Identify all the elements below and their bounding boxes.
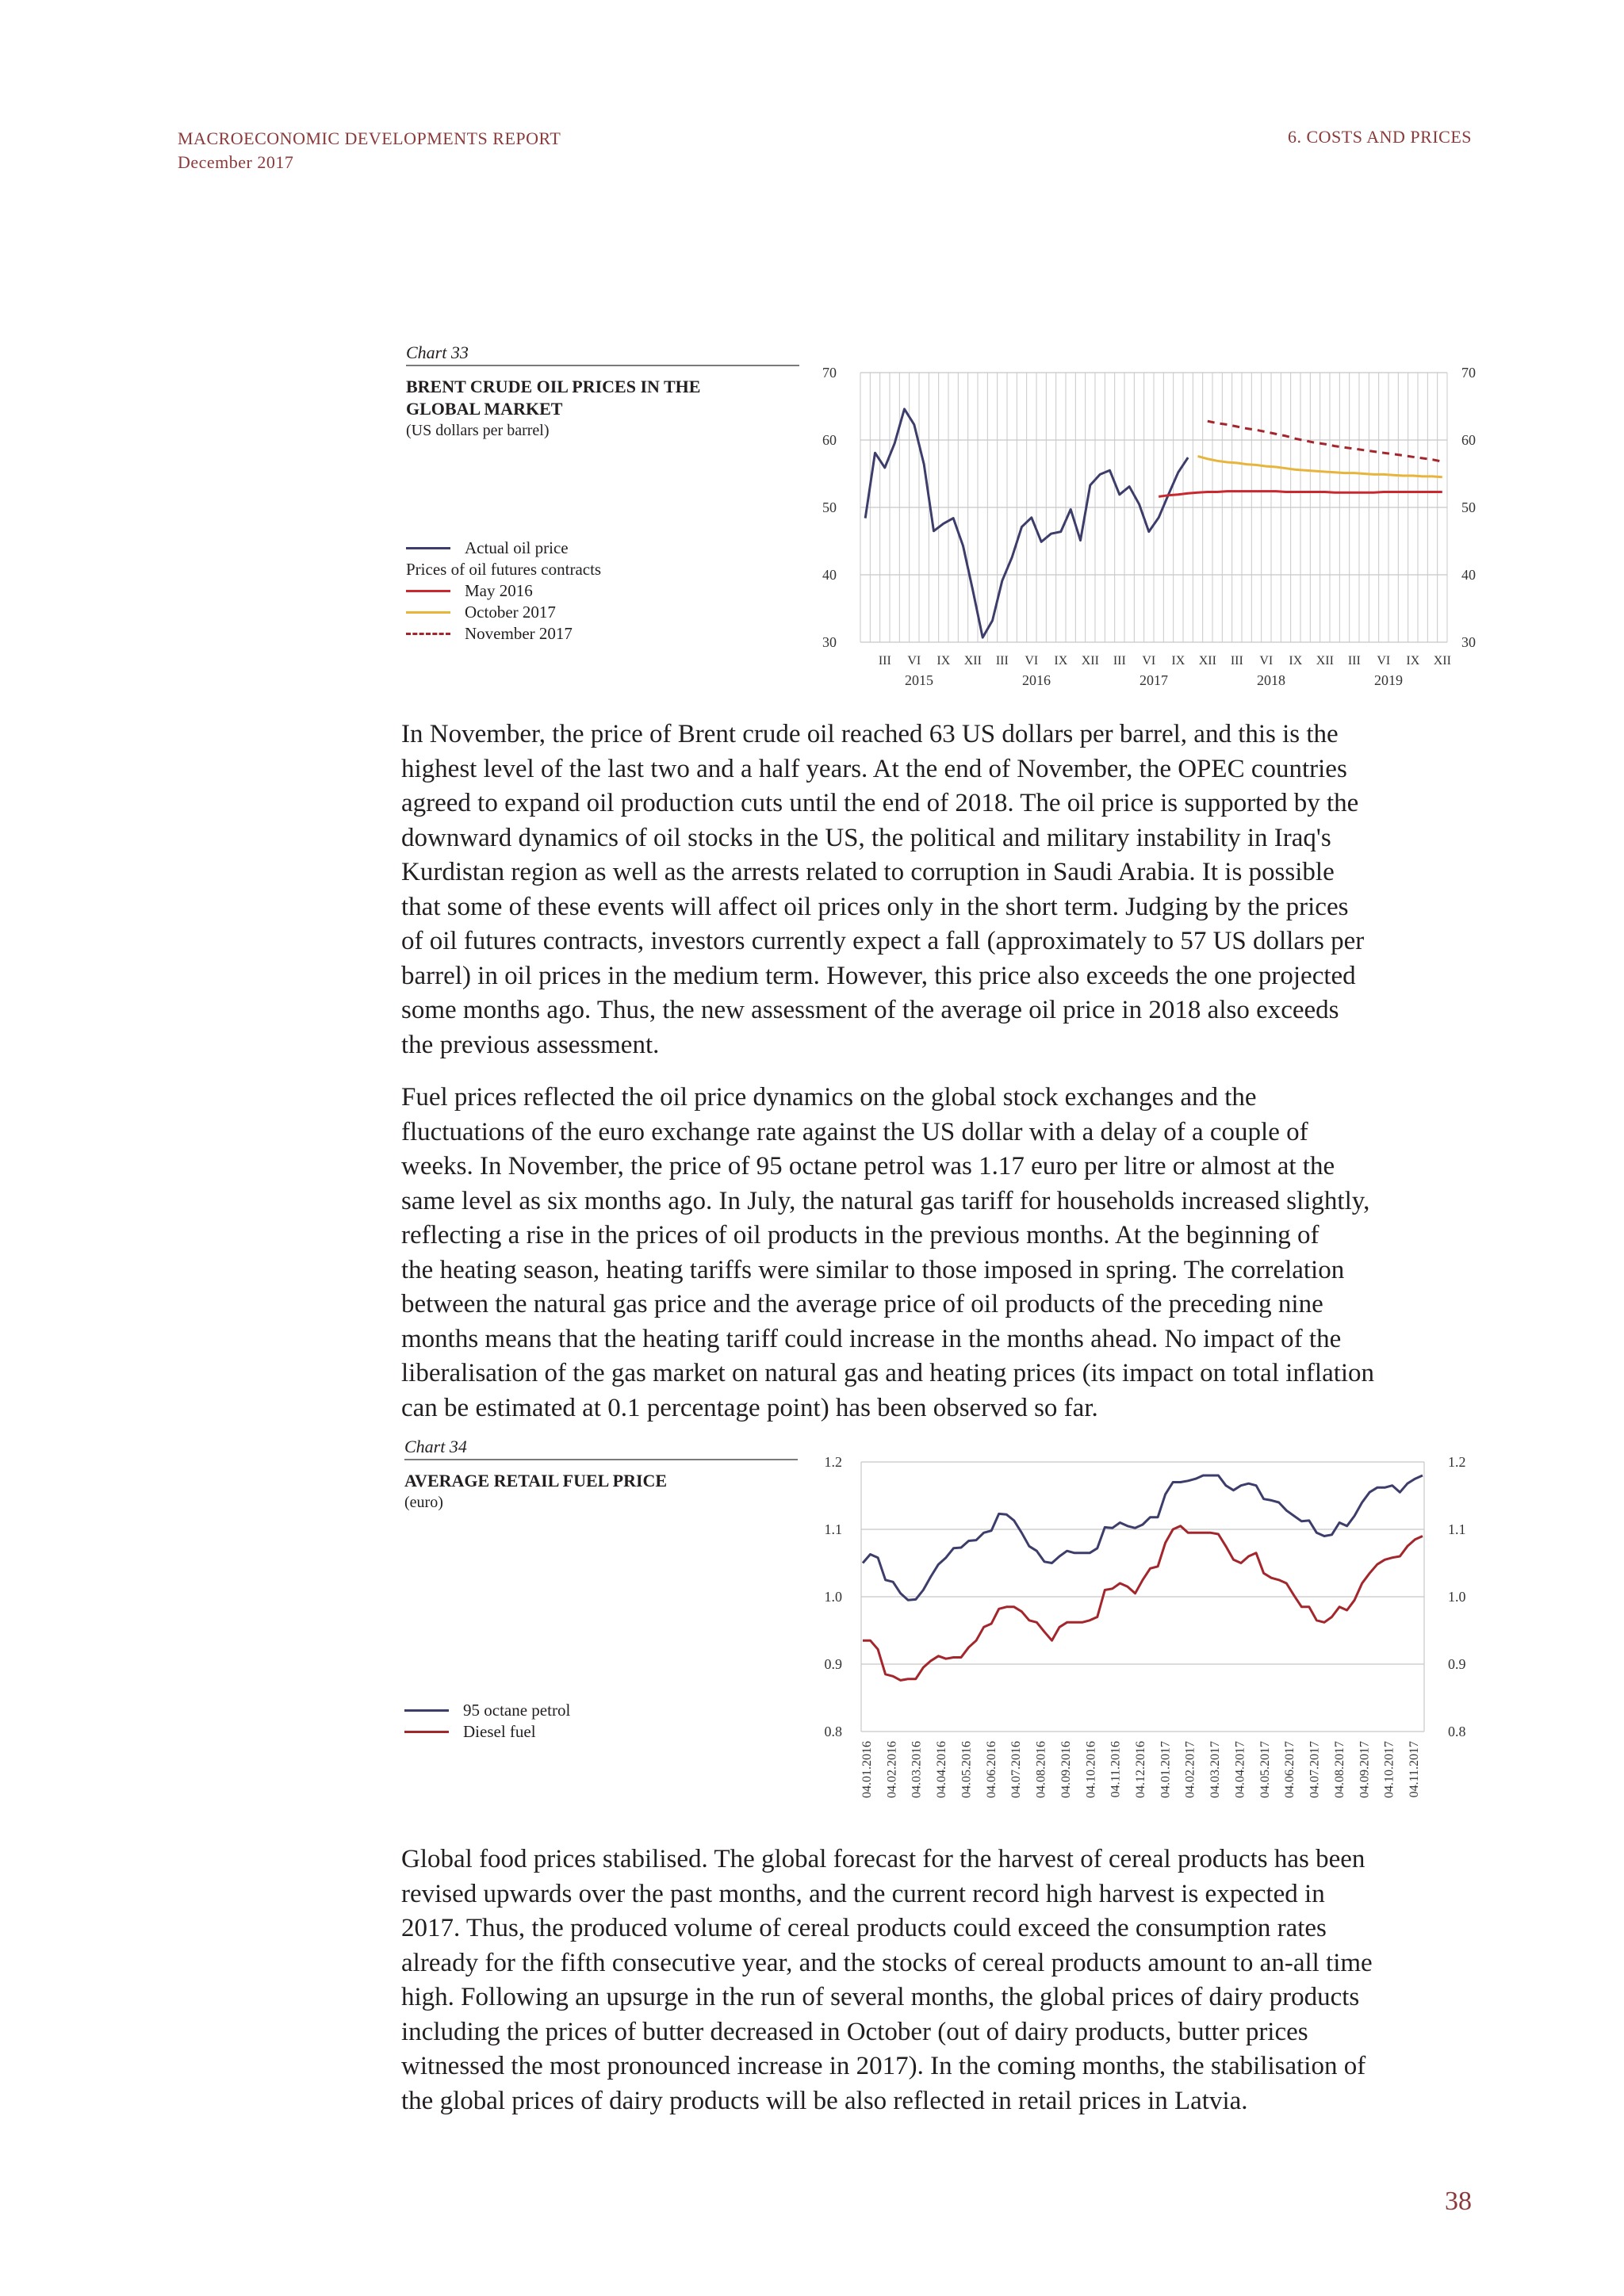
y-tick-label-left: 60 — [822, 432, 837, 448]
report-date: December 2017 — [178, 152, 294, 172]
y-tick-label-left: 1.1 — [824, 1521, 842, 1537]
y-tick-label-right: 70 — [1461, 365, 1476, 381]
y-tick-label-left: 0.8 — [824, 1724, 842, 1739]
x-tick-label-date: 04.07.2016 — [1009, 1741, 1024, 1798]
x-tick-label-year: 2019 — [1374, 672, 1403, 688]
legend-item-actual — [406, 538, 601, 559]
text-line: can be estimated at 0.1 percentage point) has been observed so far. — [401, 1393, 1098, 1422]
x-tick-label-month: XII — [1316, 654, 1334, 668]
y-tick-label-right: 1.0 — [1448, 1589, 1466, 1605]
legend-swatch-oct2017 — [406, 611, 450, 614]
legend-swatch-nov2017 — [406, 633, 450, 635]
x-tick-label-date: 04.05.2016 — [959, 1741, 974, 1798]
text-line: Kurdistan region as well as the arrests related to corruption in Saudi Arabia. It is possible — [401, 858, 1335, 886]
x-tick-label-month: VI — [1259, 654, 1274, 668]
text-line: agreed to expand oil production cuts until the end of 2018. The oil price is supported by the — [401, 789, 1359, 817]
report-header — [178, 127, 561, 174]
y-tick-label-left: 40 — [822, 567, 837, 583]
chart33-title: BRENT CRUDE OIL PRICES IN THE GLOBAL MARKET — [406, 377, 701, 419]
legend-futures-heading: Prices of oil futures contracts — [406, 560, 602, 579]
legend-label-petrol: 95 octane petrol — [463, 1701, 571, 1720]
legend-swatch-actual — [406, 547, 450, 549]
x-tick-label-date: 04.07.2017 — [1308, 1741, 1322, 1798]
y-tick-label-right: 1.2 — [1448, 1454, 1466, 1470]
x-tick-label-date: 04.06.2016 — [984, 1741, 998, 1798]
x-tick-label-month: VI — [907, 654, 921, 668]
text-line: downward dynamics of oil stocks in the US, the political and military instability in Iraq's — [401, 823, 1331, 852]
x-tick-label-date: 04.02.2017 — [1183, 1741, 1197, 1798]
x-tick-label-month: III — [1113, 654, 1126, 668]
x-tick-label-date: 04.09.2017 — [1358, 1741, 1372, 1798]
y-tick-label-right: 0.8 — [1448, 1724, 1466, 1739]
x-tick-label-month: VI — [1377, 654, 1391, 668]
y-tick-label-right: 0.9 — [1448, 1656, 1466, 1672]
legend-item-petrol — [404, 1700, 570, 1721]
x-tick-label-year: 2017 — [1139, 672, 1168, 688]
legend-label-diesel: Diesel fuel — [463, 1722, 536, 1741]
chart34-caption — [404, 1437, 798, 1513]
text-line: liberalisation of the gas market on natural gas and heating prices (its impact on total inflation — [401, 1359, 1375, 1387]
text-line: reflecting a rise in the prices of oil products in the previous months. At the beginning of — [401, 1221, 1320, 1249]
x-tick-label-date: 04.05.2017 — [1258, 1741, 1272, 1798]
legend-item-nov2017 — [406, 623, 601, 645]
text-line: some months ago. Thus, the new assessment of the average oil price in 2018 also exceeds — [401, 996, 1339, 1024]
y-tick-label-left: 30 — [822, 634, 837, 650]
x-tick-label-month: IX — [1289, 654, 1303, 668]
legend-item-diesel — [404, 1721, 570, 1743]
x-tick-label-month: VI — [1142, 654, 1156, 668]
x-tick-label-month: XII — [963, 654, 982, 668]
x-tick-label-month: XII — [1433, 654, 1451, 668]
report-title: MACROECONOMIC DEVELOPMENTS REPORT — [178, 128, 561, 148]
text-line: Fuel prices reflected the oil price dynamics on the global stock exchanges and the — [401, 1083, 1257, 1112]
y-tick-label-left: 0.9 — [824, 1656, 842, 1672]
series-line-nov2017 — [1208, 421, 1442, 461]
legend-swatch-may2016 — [406, 590, 450, 592]
x-tick-label-date: 04.08.2017 — [1332, 1741, 1346, 1798]
chart33-unit: (US dollars per barrel) — [406, 422, 550, 439]
x-tick-label-date: 04.01.2016 — [860, 1741, 874, 1798]
x-tick-label-month: VI — [1025, 654, 1039, 668]
y-tick-label-left: 1.2 — [824, 1454, 842, 1470]
x-tick-label-month: IX — [936, 654, 951, 668]
text-line: barrel) in oil prices in the medium term. However, this price also exceeds the one projected — [401, 961, 1356, 990]
chart33-legend — [406, 538, 601, 645]
y-tick-label-left: 70 — [822, 365, 837, 381]
x-tick-label-date: 04.10.2017 — [1382, 1741, 1396, 1798]
x-tick-label-date: 04.03.2017 — [1208, 1741, 1223, 1798]
series-line-diesel — [863, 1526, 1423, 1681]
legend-item-may2016 — [406, 580, 601, 602]
page-number: 38 — [1445, 2187, 1472, 2216]
text-line: including the prices of butter decreased in October (out of dairy products, butter prices — [401, 2017, 1308, 2046]
text-line: the global prices of dairy products will be also reflected in retail prices in Latvia. — [401, 2086, 1248, 2115]
text-line: of oil futures contracts, investors currently expect a fall (approximately to 57 US dollars per — [401, 927, 1365, 955]
paragraph-food-prices — [401, 1843, 1472, 2118]
text-line: same level as six months ago. In July, the natural gas tariff for households increased slightly, — [401, 1186, 1370, 1215]
x-tick-label-date: 04.12.2016 — [1134, 1741, 1147, 1798]
text-line: already for the fifth consecutive year, and the stocks of cereal products amount to an-all time — [401, 1948, 1373, 1977]
x-tick-label-date: 04.06.2017 — [1283, 1741, 1297, 1798]
text-line: months means that the heating tariff could increase in the months ahead. No impact of the — [401, 1324, 1342, 1353]
text-line: highest level of the last two and a half years. At the end of November, the OPEC countries — [401, 754, 1347, 783]
x-tick-label-month: IX — [1171, 654, 1185, 668]
chart33-number: Chart 33 — [406, 342, 799, 366]
legend-swatch-petrol — [404, 1709, 449, 1712]
legend-label-nov2017: November 2017 — [465, 624, 573, 643]
chart34-plot — [809, 1443, 1507, 1823]
x-tick-label-date: 04.11.2017 — [1408, 1741, 1421, 1798]
y-tick-label-left: 50 — [822, 499, 837, 515]
text-line: between the natural gas price and the average price of oil products of the preceding nine — [401, 1290, 1323, 1318]
x-tick-label-month: III — [995, 654, 1009, 668]
legend-swatch-diesel — [404, 1731, 449, 1733]
text-line: the previous assessment. — [401, 1030, 660, 1059]
x-tick-label-date: 04.01.2017 — [1159, 1741, 1173, 1798]
chart34-unit: (euro) — [404, 1494, 443, 1511]
x-tick-label-date: 04.08.2016 — [1034, 1741, 1048, 1798]
x-tick-label-month: III — [1347, 654, 1361, 668]
x-tick-label-year: 2015 — [905, 672, 933, 688]
x-tick-label-date: 04.04.2016 — [935, 1741, 949, 1798]
x-tick-label-date: 04.10.2016 — [1084, 1741, 1098, 1798]
chart34-title: AVERAGE RETAIL FUEL PRICE — [404, 1471, 668, 1490]
y-tick-label-right: 50 — [1461, 499, 1476, 515]
text-line: 2017. Thus, the produced volume of cereal products could exceed the consumption rates — [401, 1914, 1327, 1942]
text-line: fluctuations of the euro exchange rate against the US dollar with a delay of a couple of — [401, 1117, 1308, 1146]
text-line: revised upwards over the past months, and the current record high harvest is expected in — [401, 1879, 1325, 1908]
legend-item-oct2017 — [406, 602, 601, 623]
legend-label-oct2017: October 2017 — [465, 603, 556, 622]
x-tick-label-date: 04.04.2017 — [1233, 1741, 1247, 1798]
x-tick-label-date: 04.11.2016 — [1109, 1741, 1123, 1798]
text-line: Global food prices stabilised. The global forecast for the harvest of cereal products has been — [401, 1845, 1365, 1873]
y-tick-label-right: 40 — [1461, 567, 1476, 583]
text-line: the heating season, heating tariffs were similar to those imposed in spring. The correlation — [401, 1255, 1345, 1284]
y-tick-label-right: 1.1 — [1448, 1521, 1466, 1537]
x-tick-label-date: 04.03.2016 — [910, 1741, 924, 1798]
x-tick-label-date: 04.02.2016 — [885, 1741, 899, 1798]
text-line: that some of these events will affect oil prices only in the short term. Judging by the prices — [401, 892, 1349, 921]
text-line: weeks. In November, the price of 95 octane petrol was 1.17 euro per litre or almost at the — [401, 1152, 1335, 1181]
y-tick-label-right: 30 — [1461, 634, 1476, 650]
chart34-number: Chart 34 — [404, 1437, 798, 1460]
y-tick-label-left: 1.0 — [824, 1589, 842, 1605]
x-tick-label-month: IX — [1054, 654, 1068, 668]
chart33-plot — [809, 349, 1507, 698]
x-tick-label-month: XII — [1198, 654, 1216, 668]
chart33-caption — [406, 342, 799, 441]
chart34-legend — [404, 1700, 570, 1743]
paragraph-oil-prices — [401, 718, 1472, 1062]
section-title: 6. COSTS AND PRICES — [1287, 127, 1472, 147]
x-tick-label-month: IX — [1406, 654, 1420, 668]
legend-label-actual: Actual oil price — [465, 538, 569, 557]
x-tick-label-year: 2018 — [1257, 672, 1285, 688]
x-tick-label-month: XII — [1081, 654, 1099, 668]
text-line: high. Following an upsurge in the run of several months, the global prices of dairy products — [401, 1983, 1360, 2011]
x-tick-label-month: III — [1230, 654, 1243, 668]
x-tick-label-year: 2016 — [1022, 672, 1051, 688]
legend-label-may2016: May 2016 — [465, 581, 533, 600]
text-line: witnessed the most pronounced increase in 2017). In the coming months, the stabilisation of — [401, 2052, 1366, 2080]
x-tick-label-date: 04.09.2016 — [1059, 1741, 1073, 1798]
x-tick-label-month: III — [878, 654, 891, 668]
text-line: In November, the price of Brent crude oil reached 63 US dollars per barrel, and this is the — [401, 720, 1339, 748]
paragraph-fuel-prices — [401, 1081, 1472, 1425]
y-tick-label-right: 60 — [1461, 432, 1476, 448]
